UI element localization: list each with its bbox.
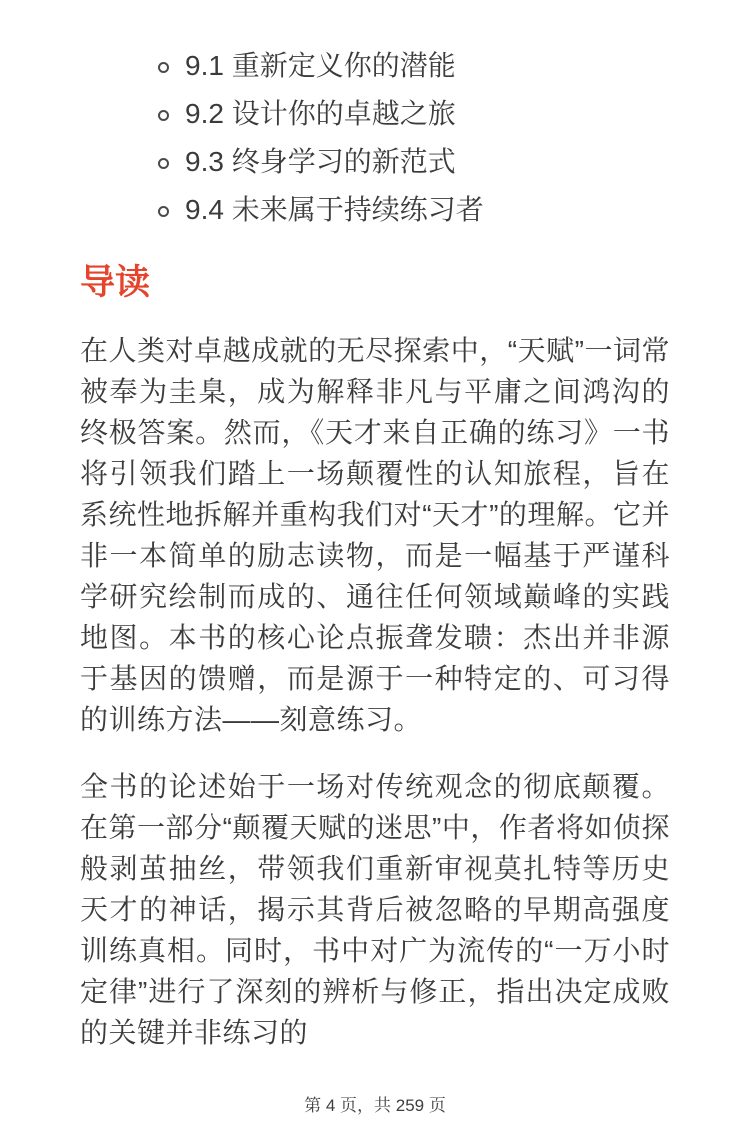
toc-item-9-3 xyxy=(158,138,670,186)
circle-bullet-icon xyxy=(158,110,169,121)
circle-bullet-icon xyxy=(158,158,169,169)
circle-bullet-icon xyxy=(158,62,169,73)
circle-bullet-icon xyxy=(158,206,169,217)
toc-item-label: 9.1 重新定义你的潜能 xyxy=(185,50,456,81)
page-indicator: 第 4 页，共 259 页 xyxy=(304,1096,446,1116)
toc-item-label: 9.4 未来属于持续练习者 xyxy=(185,194,484,225)
toc-item-label: 9.2 设计你的卓越之旅 xyxy=(185,98,456,129)
intro-paragraph-1: 在人类对卓越成就的无尽探索中，“天赋”一词常被奉为圭臬，成为解释非凡与平庸之间鸿沟的终极答案。然而，《天才来自正确的练习》一书将引领我们踏上一场颠覆性的认知旅程，旨在系统性地拆解并重构我们对“天才”的理解。它并非一本简单的励志读物，而是一幅基于严谨科学研究绘制而成的、通往任何领域巅峰的实践地图。本书的核心论点振聋发聩：杰出并非源于基因的馈赠，而是源于一种特定的、可习得的训练方法——刻意练习。 xyxy=(80,335,670,736)
toc-item-label: 9.3 终身学习的新范式 xyxy=(185,146,456,177)
toc-item-9-1 xyxy=(158,42,670,90)
page-footer xyxy=(0,1079,750,1144)
toc-list xyxy=(80,42,670,234)
toc-item-9-4 xyxy=(158,186,670,234)
toc-item-9-2 xyxy=(158,90,670,138)
section-heading: 导读 xyxy=(80,263,151,302)
intro-paragraph-2: 全书的论述始于一场对传统观念的彻底颠覆。在第一部分“颠覆天赋的迷思”中，作者将如侦探般剥茧抽丝，带领我们重新审视莫扎特等历史天才的神话，揭示其背后被忽略的早期高强度训练真相。同时，书中对广为流传的“一万小时定律”进行了深刻的辨析与修正，指出决定成败的关键并非练习的 xyxy=(80,771,670,1049)
